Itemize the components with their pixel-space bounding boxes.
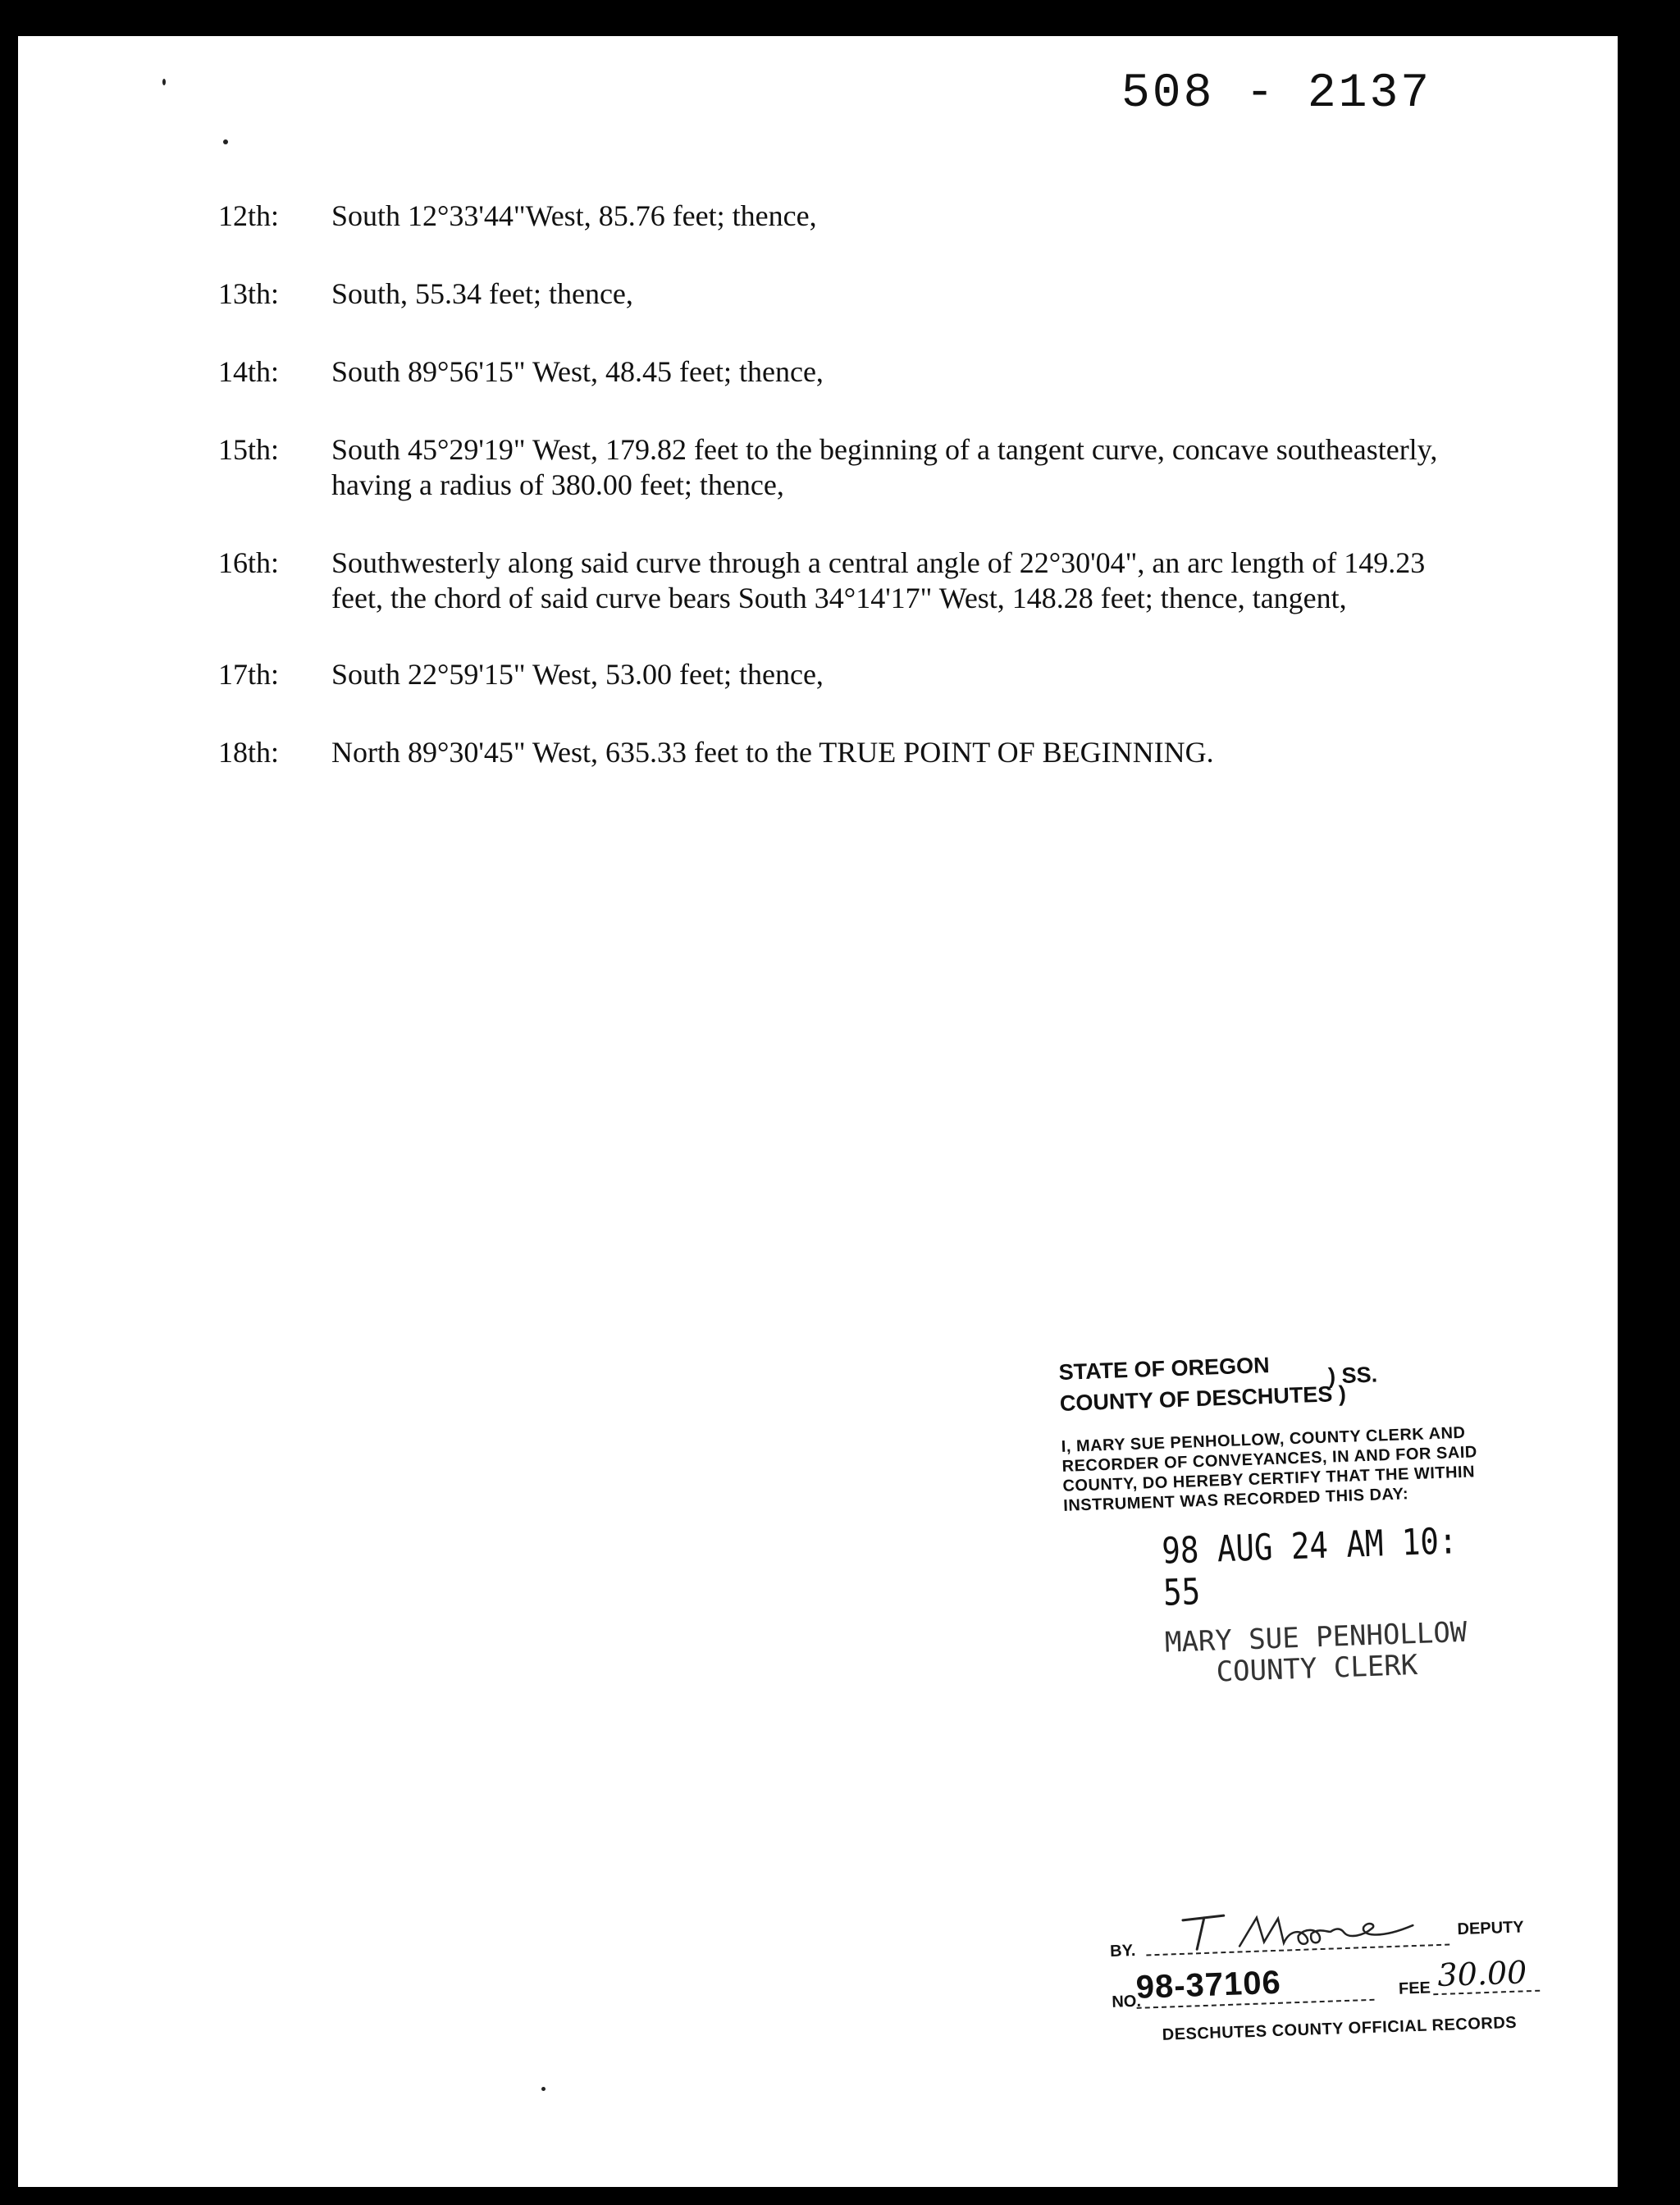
stamp-clerk-block bbox=[1160, 1617, 1473, 1690]
course-number: 14th: bbox=[218, 355, 280, 388]
course-number: 18th: bbox=[218, 736, 280, 769]
by-label: BY. bbox=[1109, 1941, 1136, 1961]
stamp-clerk-name: MARY SUE PENHOLLOW bbox=[1164, 1615, 1468, 1659]
course-17th bbox=[218, 657, 1465, 692]
recording-block bbox=[1109, 1906, 1571, 2044]
course-18th bbox=[218, 735, 1465, 770]
scan-speck bbox=[541, 2087, 546, 2091]
course-description: South 22°59'15" West, 53.00 feet; thence, bbox=[331, 658, 824, 691]
stamp-recorded-datetime: 98 AUG 24 AM 10: 55 bbox=[1161, 1520, 1459, 1614]
course-14th bbox=[218, 354, 1465, 390]
no-label: NO. bbox=[1112, 1992, 1142, 2011]
course-number: 13th: bbox=[218, 277, 280, 310]
course-16th bbox=[218, 546, 1465, 616]
course-number: 16th: bbox=[218, 546, 280, 579]
record-number: 98-37106 bbox=[1135, 1964, 1282, 2006]
deputy-label: DEPUTY bbox=[1457, 1918, 1525, 1939]
course-number: 17th: bbox=[218, 658, 280, 691]
course-description: Southwesterly along said curve through a central angle of 22°30'04", an arc length of 149.23 feet, the chord of said curve bears South 34°14'17" West, 148.28 feet; thence, tangent, bbox=[331, 546, 1426, 614]
course-description: South 12°33'44"West, 85.76 feet; thence, bbox=[331, 199, 817, 232]
deputy-signature bbox=[1166, 1900, 1438, 1958]
stamp-clerk-title: COUNTY CLERK bbox=[1216, 1648, 1418, 1689]
stamp-state-line: STATE OF OREGON bbox=[1058, 1353, 1271, 1385]
recording-stamp bbox=[1058, 1339, 1578, 1692]
course-15th bbox=[218, 432, 1465, 503]
course-description: South 45°29'19" West, 179.82 feet to the beginning of a tangent curve, concave southeasterly, having a radius of 380.00 feet; thence, bbox=[331, 433, 1438, 501]
course-number: 12th: bbox=[218, 199, 280, 232]
stamp-jurisdiction bbox=[1058, 1339, 1568, 1419]
course-12th bbox=[218, 199, 1465, 234]
course-description: South 89°56'15" West, 48.45 feet; thence, bbox=[331, 355, 824, 388]
official-records-footer: DESCHUTES COUNTY OFFICIAL RECORDS bbox=[1162, 2013, 1518, 2044]
stamp-county-line: COUNTY OF DESCHUTES ) bbox=[1059, 1381, 1347, 1416]
scan-speck bbox=[223, 139, 228, 144]
stamp-certification: I, MARY SUE PENHOLLOW, COUNTY CLERK AND RECORDER OF CONVEYANCES, IN AND FOR SAID COUNTY, DO HEREBY CERTIFY THAT THE WITHIN INSTRUMENT WAS RECORDED THIS DAY: bbox=[1061, 1423, 1478, 1515]
fee-amount: 30.00 bbox=[1436, 1954, 1527, 1994]
metes-and-bounds-courses bbox=[218, 199, 1465, 813]
document-number: 508 - 2137 bbox=[1121, 67, 1432, 121]
course-description: South, 55.34 feet; thence, bbox=[331, 277, 633, 310]
scan-speck bbox=[162, 79, 166, 85]
course-number: 15th: bbox=[218, 433, 280, 466]
course-description: North 89°30'45" West, 635.33 feet to the TRUE POINT OF BEGINNING. bbox=[331, 736, 1214, 769]
course-13th bbox=[218, 276, 1465, 312]
fee-label: FEE bbox=[1398, 1979, 1431, 1998]
document-page bbox=[18, 36, 1618, 2187]
stamp-ss: ) SS. bbox=[1327, 1362, 1378, 1389]
